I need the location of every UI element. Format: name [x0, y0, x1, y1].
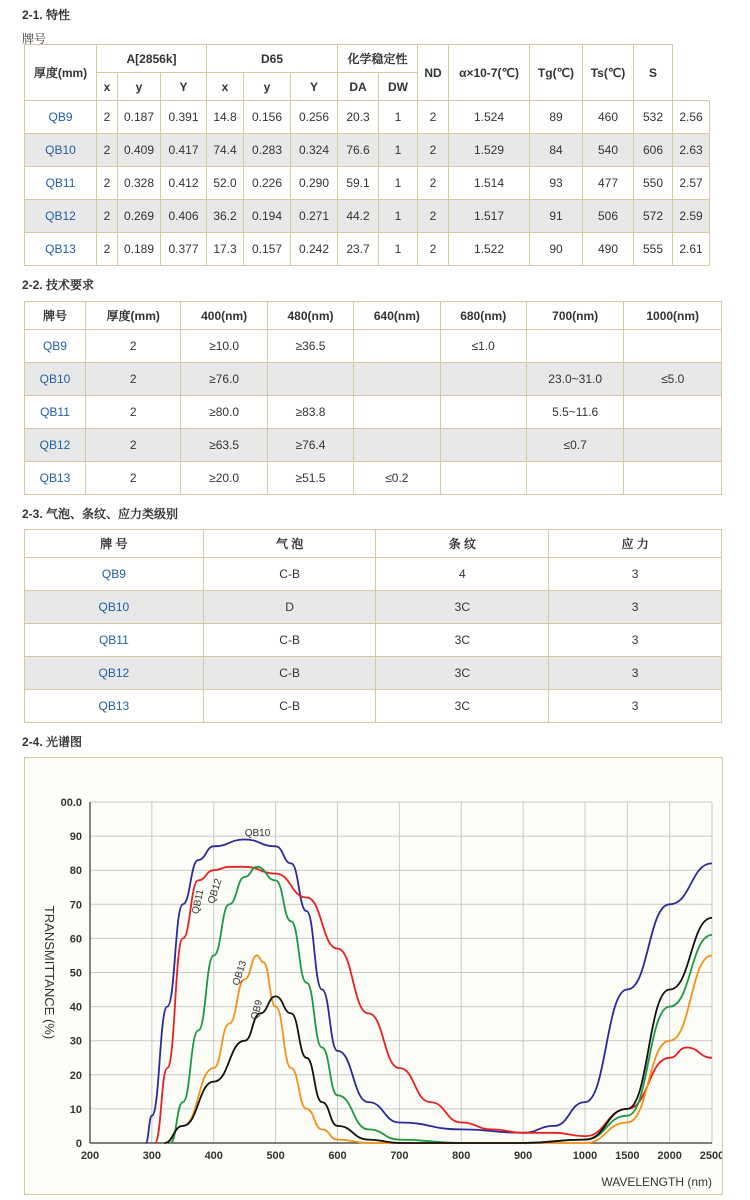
table-cell: 1.524	[449, 101, 530, 134]
table-cell: 532	[634, 101, 673, 134]
table-cell	[354, 363, 440, 396]
table-cell: 2	[85, 396, 181, 429]
table-cell: ≤1.0	[440, 330, 526, 363]
table-cell: D	[203, 591, 376, 624]
table-cell: ≤5.0	[624, 363, 722, 396]
subheader-d65-Y: Y	[291, 73, 338, 101]
table-cell: 3C	[376, 690, 549, 723]
table-cell: 2	[85, 363, 181, 396]
table-cell: 3C	[376, 591, 549, 624]
section-title-defect-grades: 2-3. 气泡、条纹、应力类级别	[22, 507, 179, 521]
table-cell: 3	[549, 591, 722, 624]
header-d65: D65	[207, 45, 338, 73]
table-cell: ≥63.5	[181, 429, 267, 462]
series-line-qb11	[155, 867, 712, 1143]
header-ts: Ts(℃)	[583, 45, 634, 101]
defect-grades-table-body	[25, 558, 722, 723]
table-cell	[354, 396, 440, 429]
y-tick-label: 10	[69, 1103, 82, 1116]
table-cell: 36.2	[207, 200, 244, 233]
requirements-table	[24, 301, 722, 495]
grade-label: 牌号	[22, 32, 47, 46]
table-row	[25, 363, 722, 396]
table-row	[25, 330, 722, 363]
table-cell: 0.187	[118, 101, 161, 134]
table-cell: C-B	[203, 690, 376, 723]
header-a2856k: A[2856k]	[97, 45, 207, 73]
table-cell: 0.189	[118, 233, 161, 266]
table-cell: 2	[97, 200, 118, 233]
x-tick-label: 900	[513, 1150, 533, 1162]
table-cell: 3	[549, 624, 722, 657]
table-cell: 2.61	[673, 233, 710, 266]
subheader-a-x: x	[97, 73, 118, 101]
table-cell: 606	[634, 134, 673, 167]
table-cell: ≤0.2	[354, 462, 440, 495]
table-cell: 1.529	[449, 134, 530, 167]
properties-table-body	[25, 101, 710, 266]
grade-cell: QB13	[25, 690, 204, 723]
table-cell	[440, 363, 526, 396]
spectrum-chart-frame	[24, 757, 723, 1195]
series-line-qb12	[170, 867, 712, 1143]
table-cell: ≥10.0	[181, 330, 267, 363]
table-cell: 0.194	[244, 200, 291, 233]
t3-header-grade: 牌 号	[25, 530, 204, 558]
table-row	[25, 429, 722, 462]
table-cell: 23.0~31.0	[526, 363, 624, 396]
grade-cell: QB13	[25, 233, 97, 266]
table-cell	[440, 429, 526, 462]
x-tick-label: 1500	[615, 1150, 640, 1162]
table-cell: 0.269	[118, 200, 161, 233]
table-cell: 0.406	[161, 200, 207, 233]
table-row	[25, 462, 722, 495]
table-cell	[624, 462, 722, 495]
table-cell: 477	[583, 167, 634, 200]
table-cell: 572	[634, 200, 673, 233]
table-cell: 2	[85, 429, 181, 462]
x-tick-label: 1000	[572, 1150, 598, 1162]
table-row	[25, 558, 722, 591]
header-nd: ND	[418, 45, 449, 101]
series-label-qb11: QB11	[190, 888, 207, 916]
spectrum-chart	[25, 758, 722, 1194]
grade-cell: QB9	[25, 330, 86, 363]
table-cell: 2	[418, 101, 449, 134]
table-cell: 2	[418, 200, 449, 233]
grade-cell: QB11	[25, 396, 86, 429]
y-tick-label: 40	[69, 1001, 82, 1014]
table-cell: 91	[530, 200, 583, 233]
table-cell	[267, 363, 353, 396]
table-cell: 2	[97, 233, 118, 266]
table-cell	[624, 396, 722, 429]
table-cell: 93	[530, 167, 583, 200]
table-cell	[440, 462, 526, 495]
table-cell: 0.271	[291, 200, 338, 233]
table-cell: 90	[530, 233, 583, 266]
table-cell: ≥83.8	[267, 396, 353, 429]
table-cell: 1	[379, 134, 418, 167]
table-cell: 23.7	[338, 233, 379, 266]
properties-table	[24, 44, 710, 266]
table-cell: 0.290	[291, 167, 338, 200]
table-cell: 540	[583, 134, 634, 167]
x-tick-label: 2000	[657, 1150, 682, 1162]
table-row	[25, 200, 710, 233]
requirements-table-body	[25, 330, 722, 495]
series-label-qb9: QB9	[249, 998, 266, 1022]
table-cell: ≥80.0	[181, 396, 267, 429]
table-cell: ≤0.7	[526, 429, 624, 462]
table-cell: 2.63	[673, 134, 710, 167]
table-cell: 52.0	[207, 167, 244, 200]
table-cell: 76.6	[338, 134, 379, 167]
table-cell: 1.514	[449, 167, 530, 200]
table-cell: 2.59	[673, 200, 710, 233]
table-cell: 0.156	[244, 101, 291, 134]
table-cell: 3	[549, 690, 722, 723]
table-cell	[526, 330, 624, 363]
table-row	[25, 134, 710, 167]
table-cell: 0.328	[118, 167, 161, 200]
table-cell: 14.8	[207, 101, 244, 134]
grade-cell: QB10	[25, 591, 204, 624]
table-cell: 2	[418, 233, 449, 266]
y-axis-title: TRANSMITTANCE (%)	[42, 905, 57, 1040]
series-label-qb12: QB12	[206, 877, 225, 906]
table-cell: 0.226	[244, 167, 291, 200]
table-cell: 0.324	[291, 134, 338, 167]
y-tick-label: 00.0	[60, 797, 82, 809]
table-cell: 5.5~11.6	[526, 396, 624, 429]
table-cell: 0.283	[244, 134, 291, 167]
table-cell: 460	[583, 101, 634, 134]
header-s: S	[634, 45, 673, 101]
table-cell: 0.417	[161, 134, 207, 167]
table-cell: 89	[530, 101, 583, 134]
y-tick-label: 70	[69, 899, 82, 912]
x-tick-label: 200	[80, 1150, 100, 1162]
y-tick-label: 50	[69, 967, 82, 980]
table-cell: C-B	[203, 657, 376, 690]
table-cell: 550	[634, 167, 673, 200]
table-cell: ≥36.5	[267, 330, 353, 363]
table-cell: 3	[549, 558, 722, 591]
x-tick-label: 600	[328, 1150, 347, 1162]
table-cell: 2	[418, 134, 449, 167]
table-cell: ≥76.0	[181, 363, 267, 396]
section-title-requirements: 2-2. 技术要求	[22, 278, 95, 292]
table-cell: 3	[549, 657, 722, 690]
table-cell: ≥51.5	[267, 462, 353, 495]
y-tick-label: 0	[75, 1138, 82, 1150]
table-cell: C-B	[203, 558, 376, 591]
defect-grades-table	[24, 529, 722, 723]
table-cell: 2	[97, 167, 118, 200]
t2-header-grade: 牌号	[25, 302, 86, 330]
table-cell: 74.4	[207, 134, 244, 167]
y-tick-label: 20	[69, 1069, 82, 1082]
t2-header-700: 700(nm)	[526, 302, 624, 330]
series-label-qb13: QB13	[230, 959, 250, 988]
table-cell: 506	[583, 200, 634, 233]
t2-header-1000: 1000(nm)	[624, 302, 722, 330]
table-cell: 0.157	[244, 233, 291, 266]
table-cell: 3C	[376, 657, 549, 690]
table-cell: 0.409	[118, 134, 161, 167]
table-row	[25, 591, 722, 624]
section-title-properties: 2-1. 特性	[22, 8, 71, 22]
table-cell: 2	[85, 462, 181, 495]
header-thickness: 厚度(mm)	[25, 45, 97, 101]
table-cell: 1.522	[449, 233, 530, 266]
table-cell: ≥20.0	[181, 462, 267, 495]
t3-header-striae: 条 纹	[376, 530, 549, 558]
t2-header-400: 400(nm)	[181, 302, 267, 330]
table-cell: 0.412	[161, 167, 207, 200]
grade-cell: QB10	[25, 363, 86, 396]
grade-cell: QB13	[25, 462, 86, 495]
y-tick-label: 80	[69, 865, 82, 878]
table-cell: ≥76.4	[267, 429, 353, 462]
table-cell	[354, 330, 440, 363]
grade-cell: QB11	[25, 624, 204, 657]
table-cell: 3C	[376, 624, 549, 657]
table-row	[25, 624, 722, 657]
table-cell: 2	[97, 101, 118, 134]
table-cell: 44.2	[338, 200, 379, 233]
x-tick-label: 300	[142, 1150, 162, 1162]
x-tick-label: 800	[452, 1150, 471, 1162]
header-chem-stability: 化学稳定性	[338, 45, 418, 73]
subheader-d65-y: y	[244, 73, 291, 101]
section-title-spectrum: 2-4. 光谱图	[22, 735, 83, 749]
t2-header-680: 680(nm)	[440, 302, 526, 330]
table-cell: 555	[634, 233, 673, 266]
t2-header-640: 640(nm)	[354, 302, 440, 330]
table-cell: 4	[376, 558, 549, 591]
x-tick-label: 400	[204, 1150, 223, 1162]
table-cell: C-B	[203, 624, 376, 657]
table-cell	[526, 462, 624, 495]
table-cell: 1	[379, 233, 418, 266]
y-tick-label: 30	[69, 1035, 82, 1048]
table-cell: 17.3	[207, 233, 244, 266]
table-row	[25, 101, 710, 134]
y-tick-label: 60	[69, 933, 82, 946]
t2-header-thickness: 厚度(mm)	[85, 302, 181, 330]
table-cell	[354, 429, 440, 462]
table-cell: 2	[85, 330, 181, 363]
table-cell	[440, 396, 526, 429]
table-cell: 2.56	[673, 101, 710, 134]
table-cell: 84	[530, 134, 583, 167]
grade-cell: QB9	[25, 101, 97, 134]
table-cell: 2	[418, 167, 449, 200]
table-cell: 1	[379, 101, 418, 134]
table-cell	[624, 330, 722, 363]
t2-header-480: 480(nm)	[267, 302, 353, 330]
table-cell: 2.57	[673, 167, 710, 200]
table-cell: 0.391	[161, 101, 207, 134]
subheader-dw: DW	[379, 73, 418, 101]
table-row	[25, 657, 722, 690]
table-cell	[624, 429, 722, 462]
grade-cell: QB12	[25, 200, 97, 233]
header-tg: Tg(℃)	[530, 45, 583, 101]
table-cell: 2	[97, 134, 118, 167]
x-tick-label: 500	[266, 1150, 285, 1162]
table-row	[25, 167, 710, 200]
table-cell: 490	[583, 233, 634, 266]
subheader-d65-x: x	[207, 73, 244, 101]
x-tick-label: 2500	[699, 1150, 722, 1162]
y-tick-label: 90	[69, 831, 82, 844]
x-axis-title: WAVELENGTH (nm)	[601, 1175, 712, 1189]
table-cell: 20.3	[338, 101, 379, 134]
series-label-qb10: QB10	[244, 828, 271, 840]
grade-cell: QB12	[25, 657, 204, 690]
table-row	[25, 690, 722, 723]
grade-cell: QB11	[25, 167, 97, 200]
subheader-a-y: y	[118, 73, 161, 101]
header-alpha: α×10-7(℃)	[449, 45, 530, 101]
grade-cell: QB10	[25, 134, 97, 167]
table-cell: 1.517	[449, 200, 530, 233]
table-cell: 1	[379, 167, 418, 200]
table-cell: 0.242	[291, 233, 338, 266]
table-cell: 0.377	[161, 233, 207, 266]
t3-header-bubbles: 气 泡	[203, 530, 376, 558]
grade-cell: QB9	[25, 558, 204, 591]
grade-cell: QB12	[25, 429, 86, 462]
table-row	[25, 233, 710, 266]
table-cell: 59.1	[338, 167, 379, 200]
subheader-a-Y: Y	[161, 73, 207, 101]
t3-header-stress: 应 力	[549, 530, 722, 558]
table-cell: 0.256	[291, 101, 338, 134]
subheader-da: DA	[338, 73, 379, 101]
x-tick-label: 700	[390, 1150, 409, 1162]
table-row	[25, 396, 722, 429]
table-cell: 1	[379, 200, 418, 233]
